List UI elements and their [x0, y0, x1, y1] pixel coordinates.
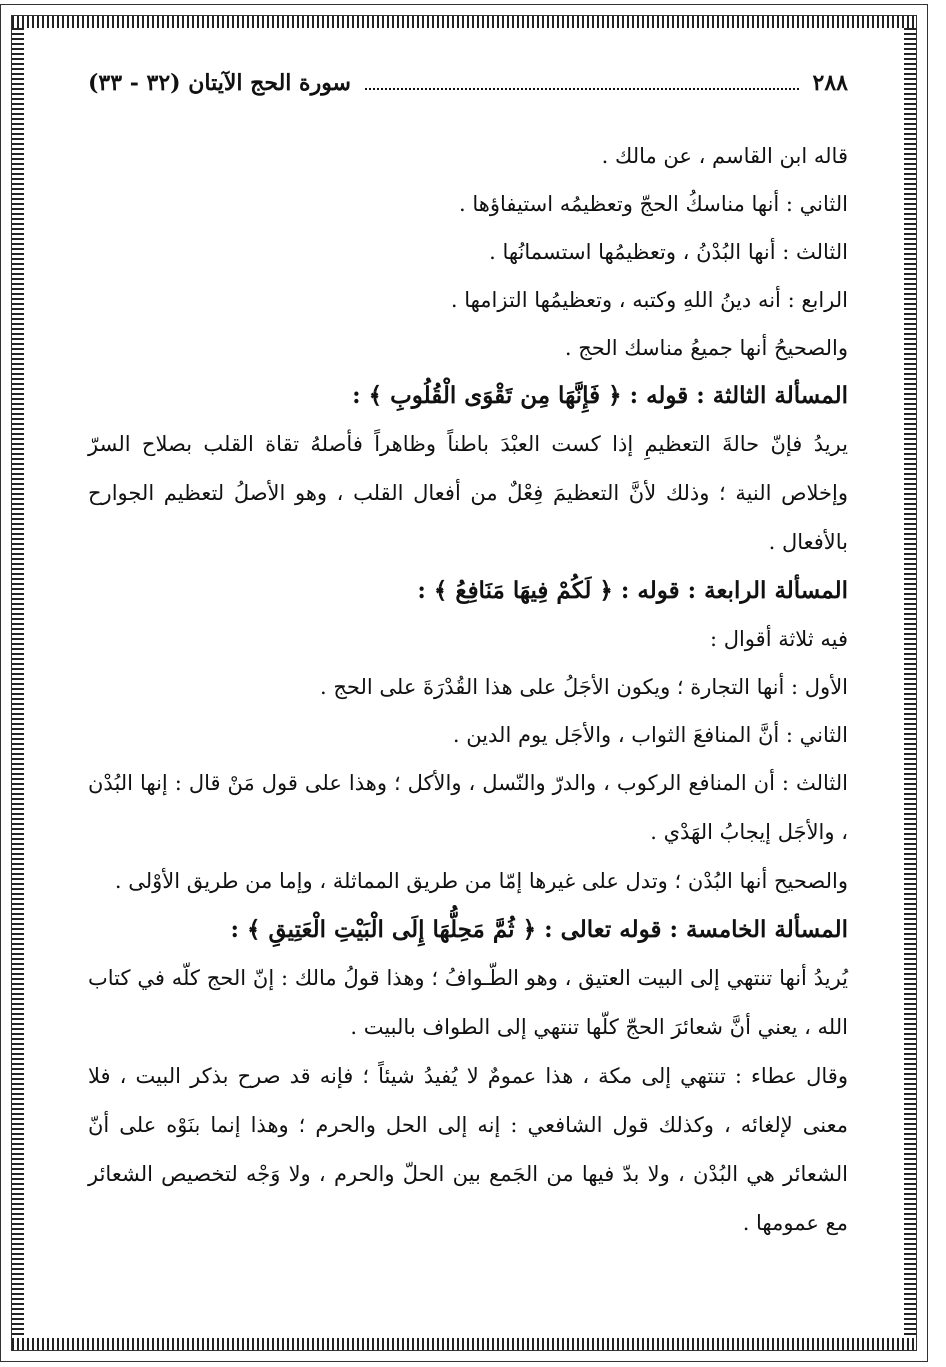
text-line: والصحيحُ أنها جميعُ مناسك الحج .: [564, 336, 848, 360]
quran-verse: ﴿ فَإِنَّهَا مِن تَقْوَى الْقُلُوبِ ﴾ :: [352, 382, 622, 409]
body-text: [88, 132, 848, 1248]
text-line: فيه ثلاثة أقوال :: [709, 627, 848, 651]
page-number: ٢٨٨: [812, 70, 848, 96]
section-heading-3: [88, 372, 848, 420]
heading-prefix: المسألة الخامسة : قوله تعالى :: [544, 916, 848, 943]
paragraph: الثالث : أن المنافع الركوب ، والدرّ والنّسل ، والأكل ؛ وهذا على قول مَنْ قال : إنها البُدْن ، والأجَل إيجابُ الهَدْي .: [88, 771, 848, 844]
section-heading-4: [88, 567, 848, 615]
paragraph: يُريدُ أنها تنتهي إلى البيت العتيق ، وهو الطّـوافُ ؛ وهذا قولُ مالك : إنّ الحج كلّه في كتاب الله ، يعني أنَّ شعائرَ الحجّ كلّها تنتهي إلى الطواف بالبيت .: [88, 966, 848, 1039]
text-line: الرابع : أنه دينُ اللهِ وكتبه ، وتعظيمُها التزامها .: [450, 288, 848, 312]
paragraph: وقال عطاء : تنتهي إلى مكة ، هذا عمومٌ لا يُفيدُ شيئاً ؛ فإنه قد صرح بذكر البيت ، فلا معنى لإلغائه ، وكذلك قول الشافعي : إنه إلى الحل والحرم ؛ وهذا إنما بنَوْه على أنّ الشعائر هي البُدْن ، ولا بدّ فيها من الجَمع بين الحلّ والحرم ، ولا وَجْه لتخصيص الشعائر مع عمومها .: [88, 1064, 848, 1235]
running-title: سورة الحج الآيتان (٣٢ - ٣٣): [88, 70, 351, 96]
paragraph: يريدُ فإنّ حالةَ التعظيمِ إذا كست العبْدَ باطناً وظاهراً فأصلهُ تقاة القلب بصلاح السرّ وإخلاص النية ؛ وذلك لأنَّ التعظيمَ فِعْلٌ من أفعال القلب ، وهو الأصلُ لتعظيم الجوارح بالأفعال .: [88, 432, 848, 554]
heading-prefix: المسألة الثالثة : قوله :: [629, 382, 848, 409]
text-line: الثاني : أنَّ المنافعَ الثواب ، والأجَل يوم الدين .: [452, 723, 848, 747]
text-line: الثالث : أنها البُدْنُ ، وتعظيمُها استسمانُها .: [489, 240, 848, 264]
text-line: الأول : أنها التجارة ؛ ويكون الأجَلُ على هذا القُدْرَةَ على الحج .: [320, 675, 848, 699]
paragraph: والصحيح أنها البُدْن ؛ وتدل على غيرها إمّا من طريق المماثلة ، وإما من طريق الأوْلى .: [114, 869, 848, 893]
heading-prefix: المسألة الرابعة : قوله :: [620, 577, 848, 604]
text-line: قاله ابن القاسم ، عن مالك .: [601, 144, 848, 168]
running-header: [88, 70, 848, 110]
page-content: [88, 70, 848, 1248]
section-heading-5: [88, 906, 848, 954]
quran-verse: ﴿ لَكُمْ فِيهَا مَنَافِعُ ﴾ :: [417, 577, 613, 604]
header-dot-leader: [365, 88, 799, 90]
quran-verse: ﴿ ثُمَّ مَحِلُّهَا إِلَى الْبَيْتِ الْعَتِيقِ ﴾ :: [230, 916, 537, 943]
text-line: الثاني : أنها مناسكُ الحجّ وتعظيمُه استيفاؤها .: [459, 192, 848, 216]
